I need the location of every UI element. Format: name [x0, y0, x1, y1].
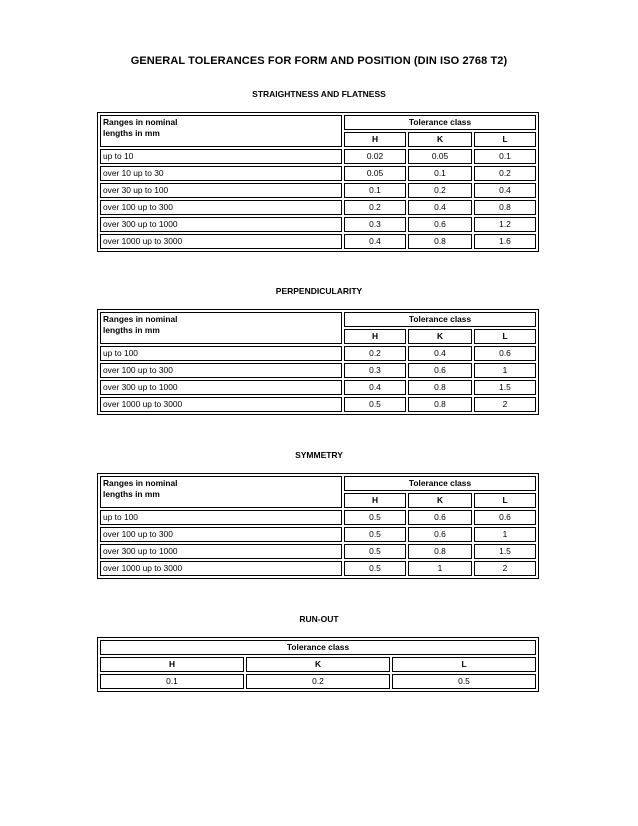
- class-l-cell: 0.2: [474, 166, 536, 181]
- tolerance-class-header: Tolerance class: [344, 476, 536, 491]
- class-k-cell: 0.2: [408, 183, 472, 198]
- class-l-cell: 2: [474, 561, 536, 576]
- table-header-row: [100, 115, 536, 130]
- table-row: [100, 217, 536, 232]
- range-cell: over 10 up to 30: [100, 166, 342, 181]
- table-row: [100, 561, 536, 576]
- table-row: [100, 166, 536, 181]
- range-header-line2: lengths in mm: [103, 489, 160, 499]
- class-k-cell: 0.6: [408, 217, 472, 232]
- table-header-row: [100, 640, 536, 655]
- class-k-cell: 0.1: [408, 166, 472, 181]
- class-header-k: K: [408, 493, 472, 508]
- class-h-cell: 0.02: [344, 149, 406, 164]
- runout-table: [97, 637, 539, 692]
- table-row: [100, 234, 536, 249]
- range-header: [100, 312, 342, 344]
- class-l-cell: 0.4: [474, 183, 536, 198]
- class-k-cell: 0.8: [408, 380, 472, 395]
- class-k-cell: 0.8: [408, 397, 472, 412]
- class-header-h: H: [344, 132, 406, 147]
- range-cell: over 1000 up to 3000: [100, 561, 342, 576]
- range-cell: over 1000 up to 3000: [100, 397, 342, 412]
- class-l-cell: 1: [474, 527, 536, 542]
- class-l-cell: 1.5: [474, 380, 536, 395]
- class-header-h: H: [344, 329, 406, 344]
- class-k-cell: 0.4: [408, 346, 472, 361]
- section-title-straightness: STRAIGHTNESS AND FLATNESS: [252, 89, 386, 99]
- class-l-cell: 0.6: [474, 510, 536, 525]
- range-cell: over 300 up to 1000: [100, 544, 342, 559]
- class-h-cell: 0.3: [344, 363, 406, 378]
- range-header-line2: lengths in mm: [103, 325, 160, 335]
- table-header-row: [100, 312, 536, 327]
- document-title: GENERAL TOLERANCES FOR FORM AND POSITION (DIN ISO 2768 T2): [130, 55, 508, 67]
- tolerance-class-header: Tolerance class: [344, 312, 536, 327]
- class-h-cell: 0.5: [344, 397, 406, 412]
- table-row: [100, 544, 536, 559]
- class-k-cell: 0.05: [408, 149, 472, 164]
- class-h-cell: 0.5: [344, 561, 406, 576]
- class-h-cell: 0.2: [344, 200, 406, 215]
- class-h-cell: 0.1: [344, 183, 406, 198]
- class-header-l: L: [474, 132, 536, 147]
- range-header-line1: Ranges in nominal: [103, 117, 178, 127]
- table-body: [100, 346, 536, 412]
- runout-value-l: 0.5: [392, 674, 536, 689]
- section-title-perpendicularity: PERPENDICULARITY: [275, 286, 363, 296]
- class-h-cell: 0.4: [344, 380, 406, 395]
- range-cell: over 100 up to 300: [100, 363, 342, 378]
- table-row: [100, 397, 536, 412]
- class-l-cell: 2: [474, 397, 536, 412]
- class-k-cell: 0.6: [408, 510, 472, 525]
- range-cell: over 1000 up to 3000: [100, 234, 342, 249]
- table-row: [100, 200, 536, 215]
- section-title-runout: RUN-OUT: [299, 614, 339, 624]
- class-header-l: L: [392, 657, 536, 672]
- class-k-cell: 0.6: [408, 527, 472, 542]
- range-cell: over 300 up to 1000: [100, 217, 342, 232]
- class-l-cell: 1.5: [474, 544, 536, 559]
- table-row: [100, 510, 536, 525]
- table-row: [100, 527, 536, 542]
- table-row: [100, 149, 536, 164]
- class-h-cell: 0.3: [344, 217, 406, 232]
- table-row: [100, 380, 536, 395]
- table-row: [100, 346, 536, 361]
- table-body: [100, 510, 536, 576]
- range-header: [100, 115, 342, 147]
- symmetry-table: [97, 473, 539, 579]
- range-cell: up to 100: [100, 510, 342, 525]
- range-cell: over 300 up to 1000: [100, 380, 342, 395]
- class-l-cell: 0.8: [474, 200, 536, 215]
- class-header-k: K: [246, 657, 390, 672]
- tolerance-class-header: Tolerance class: [100, 640, 536, 655]
- class-l-cell: 1.6: [474, 234, 536, 249]
- class-l-cell: 1.2: [474, 217, 536, 232]
- class-l-cell: 0.6: [474, 346, 536, 361]
- range-header-line2: lengths in mm: [103, 128, 160, 138]
- class-header-h: H: [100, 657, 244, 672]
- class-header-k: K: [408, 132, 472, 147]
- class-header-l: L: [474, 329, 536, 344]
- straightness-table: [97, 112, 539, 252]
- class-k-cell: 1: [408, 561, 472, 576]
- class-k-cell: 0.4: [408, 200, 472, 215]
- runout-value-k: 0.2: [246, 674, 390, 689]
- class-header-h: H: [344, 493, 406, 508]
- class-header-l: L: [474, 493, 536, 508]
- class-h-cell: 0.5: [344, 527, 406, 542]
- class-h-cell: 0.5: [344, 544, 406, 559]
- table-body: [100, 149, 536, 249]
- perpendicularity-table: [97, 309, 539, 415]
- class-h-cell: 0.5: [344, 510, 406, 525]
- runout-value-h: 0.1: [100, 674, 244, 689]
- class-h-cell: 0.2: [344, 346, 406, 361]
- class-header-row: [100, 657, 536, 672]
- range-header: [100, 476, 342, 508]
- range-header-line1: Ranges in nominal: [103, 478, 178, 488]
- range-cell: up to 100: [100, 346, 342, 361]
- class-h-cell: 0.05: [344, 166, 406, 181]
- range-header-line1: Ranges in nominal: [103, 314, 178, 324]
- range-cell: up to 10: [100, 149, 342, 164]
- class-l-cell: 0.1: [474, 149, 536, 164]
- class-k-cell: 0.8: [408, 234, 472, 249]
- range-cell: over 30 up to 100: [100, 183, 342, 198]
- section-title-symmetry: SYMMETRY: [295, 450, 343, 460]
- range-cell: over 100 up to 300: [100, 200, 342, 215]
- class-k-cell: 0.8: [408, 544, 472, 559]
- class-header-k: K: [408, 329, 472, 344]
- table-row: [100, 363, 536, 378]
- class-l-cell: 1: [474, 363, 536, 378]
- class-k-cell: 0.6: [408, 363, 472, 378]
- table-row: [100, 674, 536, 689]
- table-header-row: [100, 476, 536, 491]
- tolerance-class-header: Tolerance class: [344, 115, 536, 130]
- class-h-cell: 0.4: [344, 234, 406, 249]
- table-row: [100, 183, 536, 198]
- range-cell: over 100 up to 300: [100, 527, 342, 542]
